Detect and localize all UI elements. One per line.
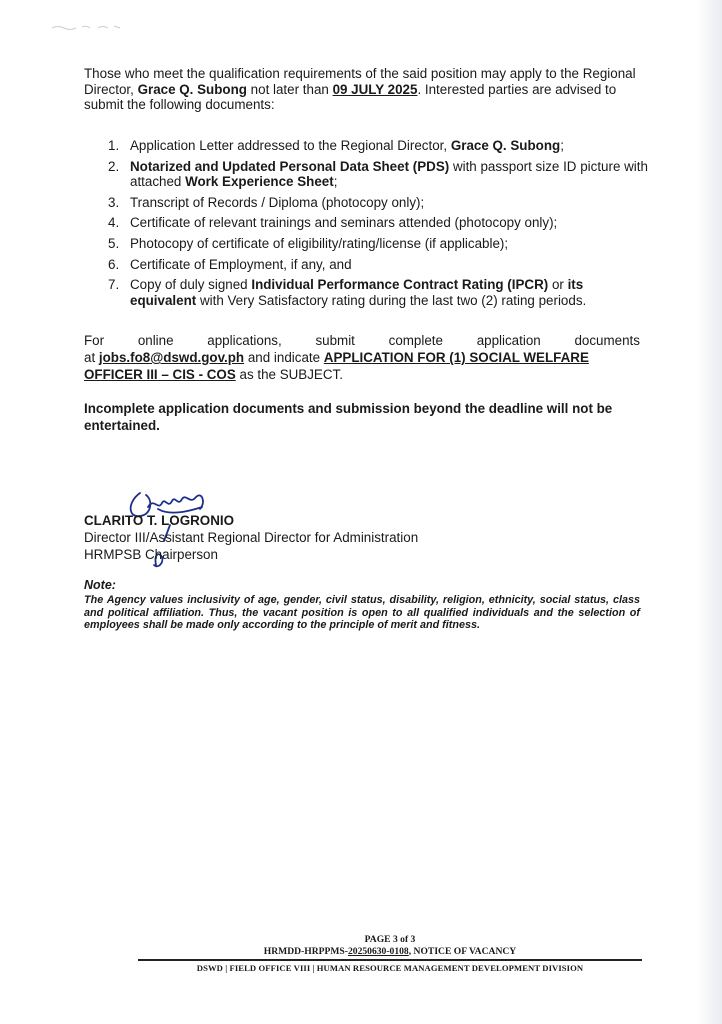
word: application: [476, 333, 541, 348]
note-text: The Agency values inclusivity of age, gender, civil status, disability, religion, ethnicity, social status, class and political affiliation. Thus, the vacant position is open to all qualified individuals and the selection of employees shall be made only according to the principle of merit and fitness.: [84, 594, 640, 632]
requirement-text: with passport size ID picture with attached: [130, 158, 648, 190]
page-number: PAGE 3 of 3: [364, 934, 416, 945]
requirement-text: Photocopy of certificate of eligibility/rating/license (if applicable);: [130, 235, 509, 251]
requirement-text: its equivalent: [130, 277, 584, 308]
requirement-text: Grace Q. Subong: [450, 138, 561, 153]
word: For: [84, 333, 105, 348]
note-block: [84, 578, 640, 632]
requirement-text: Certificate of Employment, if any, and: [130, 256, 352, 272]
requirement-text: Transcript of Records / Diploma (photocopy only);: [130, 194, 425, 210]
requirement-text: Application Letter addressed to the Regional Director,: [130, 138, 451, 153]
requirement-number: 4.: [108, 215, 120, 231]
deadline-date: 09 JULY 2025: [332, 81, 418, 97]
requirement-item: [100, 195, 650, 211]
word: documents: [574, 333, 640, 348]
requirement-item: [100, 159, 650, 190]
requirement-number: 2.: [108, 158, 120, 174]
reference-prefix: HRMDD-HRPPMS-: [263, 946, 348, 957]
requirement-text: Copy of duly signed: [130, 277, 252, 293]
requirement-number: 3.: [108, 194, 120, 210]
signatory-name: CLARITO T. LOGRONIO: [84, 513, 235, 528]
intro-text: . Interested parties are advised to submit the following documents:: [84, 81, 617, 113]
requirement-item: [100, 215, 650, 231]
word: complete: [388, 333, 443, 348]
requirement-text: Work Experience Sheet: [185, 174, 334, 190]
online-line: [84, 332, 640, 349]
word: applications,: [207, 333, 282, 348]
signatory-title: Director III/Assistant Regional Director for Administration: [84, 530, 419, 545]
reference-suffix: , NOTICE OF VACANCY: [408, 946, 517, 957]
requirement-text: Notarized and Updated Personal Data Sheet (PDS): [130, 158, 450, 174]
requirement-text: Certificate of relevant trainings and seminars attended (photocopy only);: [130, 215, 558, 231]
intro-paragraph: [84, 66, 650, 113]
email-link[interactable]: jobs.fo8@dswd.gov.ph: [98, 350, 245, 365]
scan-shadow-edge: [696, 0, 722, 1024]
footer-rule: [138, 959, 642, 961]
requirement-number: 7.: [108, 277, 120, 293]
signatory-role: HRMPSB Chairperson: [84, 547, 218, 562]
requirement-item: [100, 138, 650, 154]
requirement-number: 1.: [108, 138, 120, 153]
requirement-item: [100, 257, 650, 273]
requirements-list: [100, 138, 650, 313]
intro-text: not later than: [246, 81, 333, 97]
online-text: and indicate: [244, 350, 324, 365]
scan-smudge-mark: [48, 22, 138, 32]
document-reference: [138, 946, 642, 958]
requirement-text: Individual Performance Contract Rating (IPCR): [251, 277, 549, 293]
deadline-warning: Incomplete application documents and submission beyond the deadline will not be entertained.: [84, 401, 613, 433]
signatory-block: [84, 512, 418, 563]
requirement-item: [100, 277, 650, 308]
note-label: Note:: [84, 578, 116, 592]
online-text: at: [84, 350, 99, 365]
online-rest: [84, 349, 640, 383]
requirement-number: 6.: [108, 256, 120, 272]
director-name: Grace Q. Subong: [137, 81, 247, 97]
online-application-paragraph: [84, 332, 640, 383]
word: submit: [315, 333, 355, 348]
word: online: [137, 333, 174, 348]
requirement-text: or: [548, 277, 568, 293]
requirement-number: 5.: [108, 235, 120, 251]
email-subject: APPLICATION FOR (1) SOCIAL WELFARE OFFICER III – CIS - COS: [84, 350, 589, 382]
requirement-item: [100, 236, 650, 252]
requirement-text: ;: [333, 174, 338, 190]
page-footer: [138, 934, 642, 974]
online-text: as the SUBJECT.: [235, 367, 343, 382]
office-name: DSWD | FIELD OFFICE VIII | HUMAN RESOURCE MANAGEMENT DEVELOPMENT DIVISION: [196, 963, 584, 973]
requirement-text: with Very Satisfactory rating during the last two (2) rating periods.: [196, 292, 587, 308]
requirement-text: ;: [560, 138, 564, 153]
intro-text: Those who meet the qualification requirements of the said position may apply to the Regional Director,: [84, 66, 636, 97]
reference-code: 20250630-0108: [347, 946, 409, 957]
